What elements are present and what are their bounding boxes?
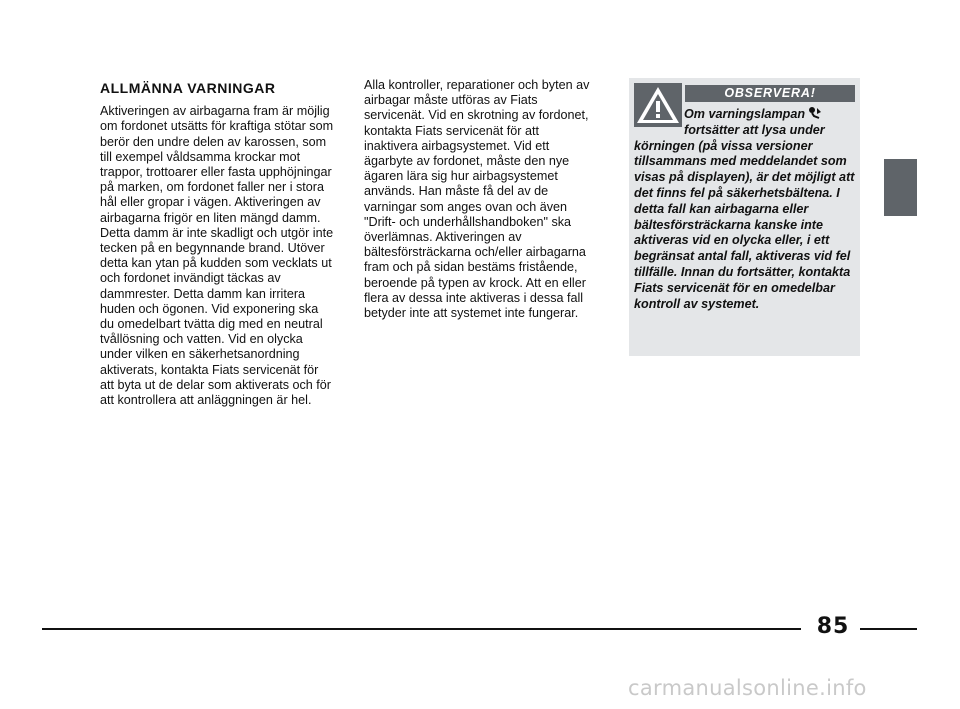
warning-text-line2: fortsätter att lysa under — [684, 122, 825, 137]
warning-text-line1 — [634, 106, 856, 123]
left-column — [100, 78, 335, 408]
watermark-text: carmanualsonline.info — [628, 676, 867, 700]
warning-text-body: körningen (på vissa versioner tillsammans med meddelandet som visas på displayen), är det möjligt att det finns fel på säkerhetsbältena. I detta fall kan airbagarna eller bältesförsträckarna kanske inte aktiveras vid en olycka eller, i ett begränsat antal fall, aktiveras vid fel tillfälle. Innan du fortsätter, kontakta Fiats servicenät för en omedelbar kontroll av systemet. — [634, 138, 855, 311]
middle-body-text: Alla kontroller, reparationer och byten av airbagar måste utföras av Fiats servicenät. Vid en skrotning av fordonet, kontakta Fiats servicenät för att inaktivera airbagsystemet. Vid ett ägarbyte av fordonet, måste den nye ägaren lära sig hur airbagsystemet används. Han måste få del av de varningar som anges ovan och även "Drift- och underhållshandboken" ska överlämnas. Aktiveringen av bältesförsträckarna och/eller airbagarna fram och på sidan bestäms fristående, beroende på typen av krock. Att en eller flera av dessa inte aktiveras i dessa fall betyder inte att systemet inte fungerar. — [364, 78, 590, 321]
section-heading: ALLMÄNNA VARNINGAR — [100, 80, 276, 96]
footer-rule-right — [860, 628, 917, 630]
page-number: 85 — [816, 614, 850, 639]
middle-column — [364, 78, 596, 321]
warning-lamp-sentence: Om varningslampan — [684, 107, 806, 121]
warning-title: OBSERVERA! — [685, 85, 855, 102]
section-tab-marker — [884, 159, 917, 216]
left-body-text: Aktiveringen av airbagarna fram är möjlig om fordonet utsätts för kraftiga stötar som berör den undre delen av karossen, som till exempel våldsamma krockar mot trappor, trottoarer eller fasta upphöjningar på marken, om fordonet faller ner i stora hål eller gropar i vägen. Aktiveringen av airbagarna frigör en liten mängd damm. Detta damm är inte skadligt och utgör inte tecken på en begynnande brand. Utöver detta kan ytan på kudden som vecklats ut och fordonet invändigt täckas av dammrester. Detta damm kan irritera huden och ögonen. Vid exponering ska du omedelbart tvätta dig med en neutral tvållösning och vatten. Vid en olycka under vilken en säkerhetsanordning aktiverats, kontakta Fiats servicenät för att byta ut de delar som aktiverats och för att kontrollera att anläggningen är hel. — [100, 104, 334, 408]
footer-rule-left — [42, 628, 801, 630]
airbag-lamp-icon — [808, 106, 822, 120]
warning-text — [634, 106, 856, 312]
